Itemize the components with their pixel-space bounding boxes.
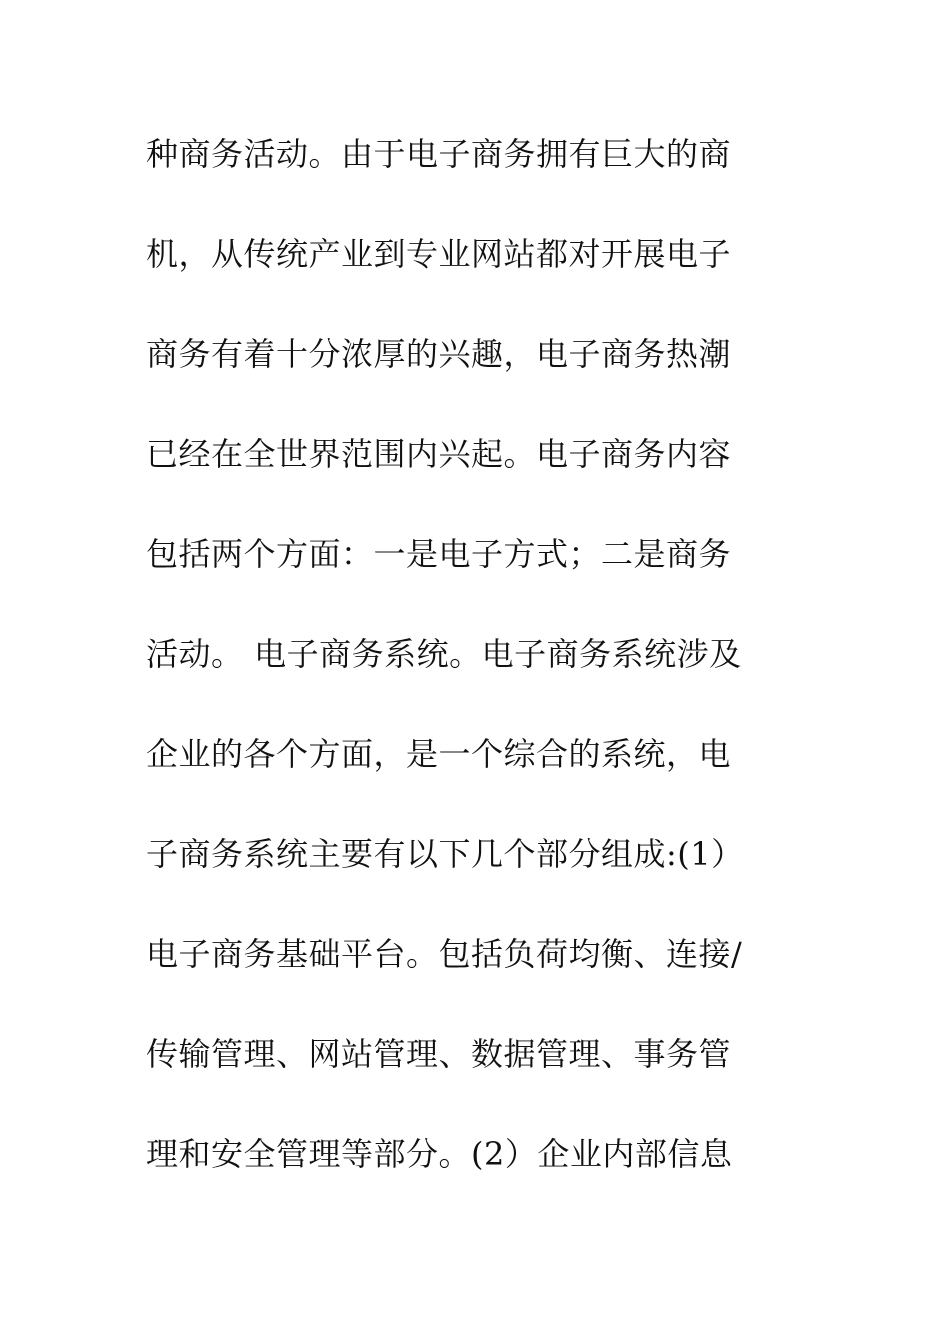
text-line-4: 已经在全世界范围内兴起。电子商务内容 <box>146 435 732 473</box>
text-line-6: 活动。 电子商务系统。电子商务系统涉及 <box>146 635 742 673</box>
text-line-2: 机，从传统产业到专业网站都对开展电子 <box>146 235 732 273</box>
text-line-9: 电子商务基础平台。包括负荷均衡、连接/ <box>146 935 743 973</box>
body-text <box>146 126 826 1226</box>
text-line-11: 理和安全管理等部分。(2）企业内部信息 <box>146 1135 733 1173</box>
text-line-8: 子商务系统主要有以下几个部分组成:(1） <box>146 835 744 873</box>
text-line-3: 商务有着十分浓厚的兴趣，电子商务热潮 <box>146 335 732 373</box>
text-line-10: 传输管理、网站管理、数据管理、事务管 <box>146 1035 732 1073</box>
text-line-7: 企业的各个方面，是一个综合的系统，电 <box>146 735 732 773</box>
text-line-1: 种商务活动。由于电子商务拥有巨大的商 <box>146 135 732 173</box>
text-line-5: 包括两个方面：一是电子方式；二是商务 <box>146 535 732 573</box>
